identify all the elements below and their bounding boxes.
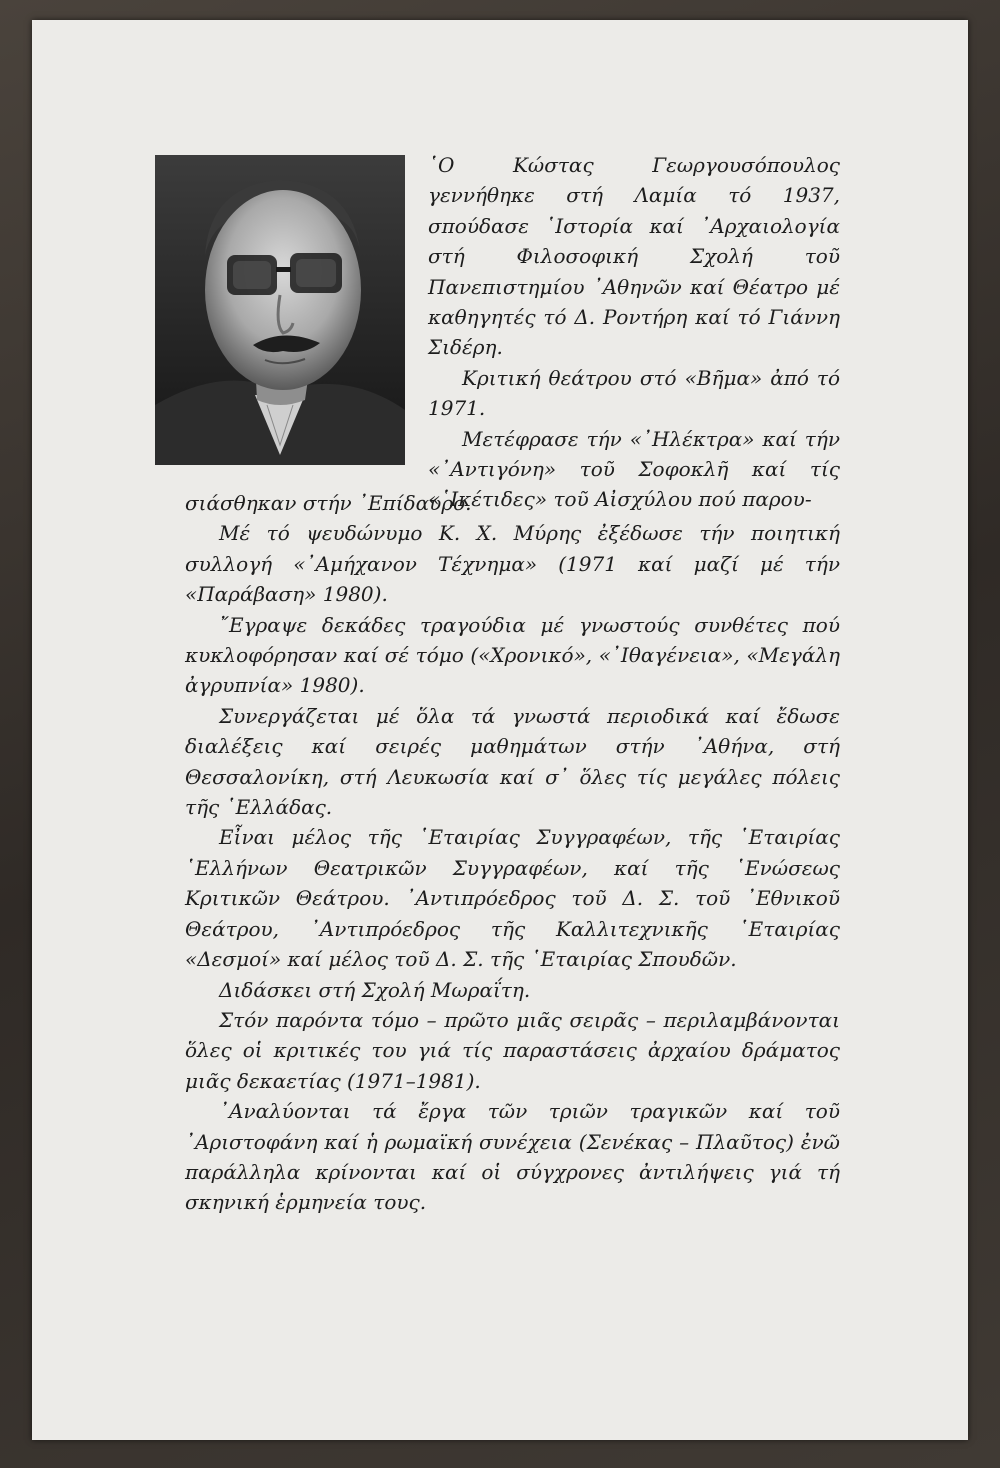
author-portrait-photo <box>155 155 405 465</box>
bio-paragraph-critic: Κριτική θεάτρου στό «Βῆμα» ἀπό τό 1971. <box>428 365 840 421</box>
bio-paragraph-songs: ῎Εγραψε δεκάδες τραγούδια μέ γνωστούς συνθέτες πού κυκλοφόρησαν καί σέ τόμο («Χρονικό», «᾿Ιθαγένεια», «Μεγάλη ἀγρυπνία» 1980). <box>185 612 840 698</box>
bio-paragraph-birth: ῾Ο Κώστας Γεωργουσόπουλος γεννήθηκε στή Λαμία τό 1937, σπούδασε ῾Ιστορία καί ᾿Αρχαιολογία στή Φιλοσοφική Σχολή τοῦ Πανεπιστημίου ᾿Αθηνῶν καί Θέατρο μέ καθηγητές τό Δ. Ροντήρη καί τό Γιάννη Σιδέρη. <box>428 153 840 360</box>
bio-paragraph-memberships: Εἶναι μέλος τῆς ῾Εταιρίας Συγγραφέων, τῆς ῾Εταιρίας ῾Ελλήνων Θεατρικῶν Συγγραφέων, καί τῆς ῾Ενώσεως Κριτικῶν Θεάτρου. ᾿Αντιπρόεδρος τοῦ Δ. Σ. τοῦ ᾿Εθνικοῦ Θεάτρου, ᾿Αντιπρόεδρος τῆς Καλλιτεχνικῆς ῾Εταιρίας «Δεσμοί» καί μέλος τοῦ Δ. Σ. τῆς ῾Εταιρίας Σπουδῶν. <box>185 825 840 972</box>
bio-paragraph-teaching: Διδάσκει στή Σχολή Μωραΐτη. <box>219 977 531 1002</box>
bio-paragraph-analysis: ᾿Αναλύονται τά ἔργα τῶν τριῶν τραγικῶν καί τοῦ ᾿Αριστοφάνη καί ἡ ρωμαϊκή συνέχεια (Σενέκας – Πλαῦτος) ἐνῶ παράλληλα κρίνονται καί οἱ σύγχρονες ἀντιλήψεις γιά τή σκηνική ἑρμηνεία τους. <box>185 1099 840 1215</box>
biography-main-column <box>185 488 840 1218</box>
portrait-illustration <box>155 155 405 465</box>
bio-paragraph-translations: Μετέφρασε τήν «᾿Ηλέκτρα» καί τήν «᾿Αντιγόνη» τοῦ Σοφοκλῆ καί τίς «῾Ικέτιδες» τοῦ Αἰσχύλου πού παρου- <box>428 426 840 512</box>
bio-paragraph-epidaurus: σιάσθηκαν στήν ᾿Επίδαυρο. <box>185 491 472 515</box>
bio-paragraph-pseudonym: Μέ τό ψευδώνυμο Κ. Χ. Μύρης ἐξέδωσε τήν ποιητική συλλογή «᾿Αμήχανον Τέχνημα» (1971 καί μαζί μέ τήν «Παράβαση» 1980). <box>185 521 840 607</box>
bio-paragraph-lectures: Συνεργάζεται μέ ὅλα τά γνωστά περιοδικά καί ἔδωσε διαλέξεις καί σειρές μαθημάτων στήν ᾿Αθήνα, στή Θεσσαλονίκη, στή Λευκωσία καί σ᾿ ὅλες τίς μεγάλες πόλεις τῆς ῾Ελλάδας. <box>185 703 840 820</box>
bio-paragraph-volume: Στόν παρόντα τόμο – πρῶτο μιᾶς σειρᾶς – περιλαμβάνονται ὅλες οἱ κριτικές του γιά τίς παραστάσεις ἀρχαίου δράματος μιᾶς δεκαετίας (1971–1981). <box>185 1007 840 1093</box>
biography-side-column <box>428 150 840 515</box>
